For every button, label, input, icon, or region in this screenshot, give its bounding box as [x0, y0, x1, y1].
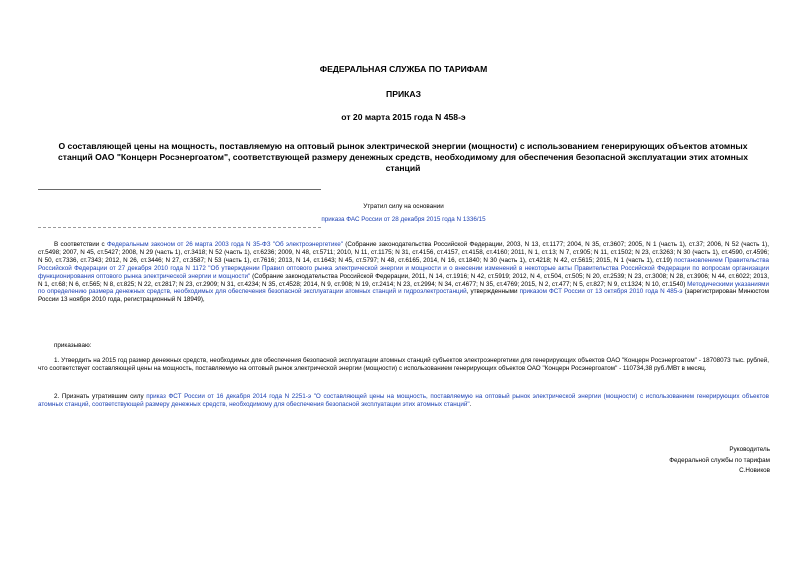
government-decree-link[interactable]: постановлением Правительства Российской Федерации от 27 декабря 2010 года N 1172 "Об утверждении Правил оптового рынка электрической энергии и мощности и о внесении изменений в некоторые акты Правительства Российской Федерации по вопросам организации функционирования оптового рынка электрической энергии и мощности"	[38, 256, 769, 280]
methodical-guidelines-link[interactable]: Методическими указаниями по определению размера денежных средств, необходимых для обеспечения безопасной эксплуатации атомных станций и гидроэлектростанций	[38, 280, 769, 296]
signature-name: С.Новиков	[739, 467, 770, 474]
order-word-text: приказываю:	[54, 342, 92, 349]
preamble-text-3: (Собрание законодательства Российской Федерации, 2011, N 14, ст.1916; N 42, ст.5919; 2012, N 4, ст.504, ст.505; N 20, ст.2539; N 23, ст.3008; N 28, ст.3906; N 44, ст.6022; 2013, N 1, ст.68; N 6, ст.565; N 8, ст.825; N 22, ст.2817; N 23, ст.2909; N 31, ст.4234; N 35, ст.4528; 2014, N 9, ст.908; N 19, ст.2414; N 23, ст.2994; N 34, ст.4677; N 35, ст.4769; 2015, N 2, ст.477; N 5, ст.827; N 9, ст.1324; N 10, ст.1540)	[38, 272, 770, 288]
preamble-paragraph	[38, 241, 769, 304]
federal-law-link[interactable]: Федеральным законом от 26 марта 2003 года N 35-ФЗ "Об электроэнергетике"	[106, 241, 343, 248]
title-divider	[38, 189, 321, 190]
signature-position: Руководитель	[729, 446, 770, 453]
status-note	[0, 203, 807, 224]
doc-type-heading: ПРИКАЗ	[386, 89, 421, 99]
preamble-text-2: (Собрание законодательства Российской Федерации, 2003, N 13, ст.1177; 2004, N 35, ст.3607; 2005, N 1 (часть 1), ст.37; 2006, N 52 (часть 1), ст.5498; 2007, N 45, ст.5427; 2008, N 29 (часть 1), ст.3418; N 52 (часть 1), ст.6236; 2009, N 48, ст.5711; 2010, N 11, ст.1175; N 31, ст.4156, ст.4157, ст.4158, ст.4160; 2011, N 1, ст.13; N 7, ст.905; N 11, ст.1502; N 23, ст.3263; N 30 (часть 1), ст.4590, ст.4596; N 50, ст.7336, ст.7343; 2012, N 26, ст.3446; N 27, ст.3587; N 53 (часть 1), ст.7616; 2013, N 14, ст.1643; N 45, ст.5797; N 48, ст.6165, 2014, N 16, ст.1840; N 30 (часть 1), ст.4218; N 42, ст.5615; 2015, N 1 (часть 1), ст.19)	[38, 241, 769, 264]
item-1-paragraph	[38, 357, 769, 373]
agency-heading: ФЕДЕРАЛЬНАЯ СЛУЖБА ПО ТАРИФАМ	[319, 64, 488, 74]
preamble-text-4: , утвержденными	[466, 288, 520, 296]
signature-block	[669, 446, 770, 475]
status-divider	[38, 227, 321, 228]
fst-order-2251-link[interactable]: приказ ФСТ России от 16 декабря 2014 года N 2251-э "О составляющей цены на мощность, поставляемую на оптовый рынок электрической энергии (мощности) с использованием генерирующих объектов атомных станций, соответствующей размеру денежных средств, необходимому для обеспечения безопасной эксплуатации этих атомных станций"	[38, 393, 769, 408]
item-2-text-2: .	[469, 400, 472, 408]
item-2-text-1: 2. Признать утратившим силу	[54, 393, 147, 400]
preamble-text-1: В соответствии с	[54, 241, 107, 248]
item-2-paragraph	[38, 393, 769, 409]
repeal-order-link[interactable]: приказа ФАС России от 28 декабря 2015 года N 1336/15	[321, 215, 486, 223]
date-number-heading: от 20 марта 2015 года N 458-э	[341, 112, 466, 122]
signature-agency: Федеральной службы по тарифам	[669, 457, 770, 464]
item-1-text: 1. Утвердить на 2015 год размер денежных средств, необходимых для обеспечения безопасной эксплуатации атомных станций субъектов электроэнергетики для генерирующих объектов ОАО "Концерн Росэнергоатом" - 18708073 тыс. рублей, что соответствует составляющей цены на мощность, поставляемую на оптовый рынок электрической энергии (мощности) с использованием генерирующих объектов ОАО "Концерн Росэнергоатом" - 110734,38 руб./МВт в месяц.	[38, 357, 769, 372]
preamble-text-5: (зарегистрирован Минюстом России 13 ноября 2010 года, регистрационный N 18949),	[38, 288, 769, 304]
order-word	[38, 342, 769, 350]
document-title: О составляющей цены на мощность, поставляемую на оптовый рынок электрической энергии (мощности) с использованием генерирующих объектов атомных станций ОАО "Концерн Росэнергоатом", соответствующей размеру денежных средств, необходимому для обеспечения безопасной эксплуатации этих атомных станций	[57, 141, 748, 173]
status-line: Утратил силу на основании	[363, 203, 444, 210]
fst-order-485-link[interactable]: приказом ФСТ России от 13 октября 2010 года N 485-э	[519, 288, 683, 296]
